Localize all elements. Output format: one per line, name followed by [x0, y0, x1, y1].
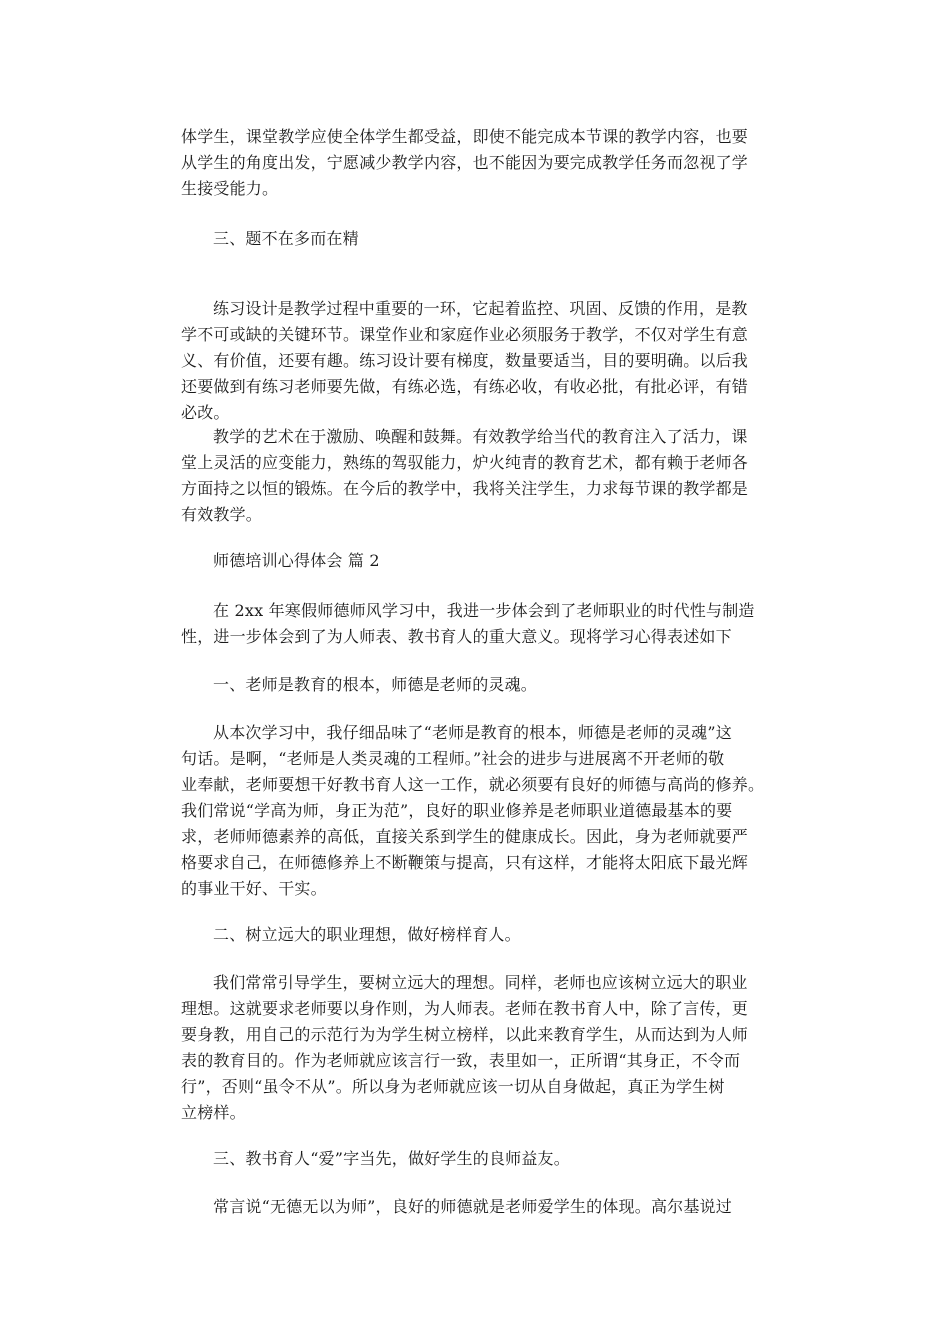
text-line: 教学的艺术在于激励、唤醒和鼓舞。有效教学给当代的教育注入了活力，课 — [213, 427, 748, 446]
text-line: 常言说“无德无以为师”，良好的师德就是老师爱学生的体现。高尔基说过 — [213, 1197, 732, 1216]
paragraph-love — [181, 1194, 781, 1220]
text-line: 体学生，课堂教学应使全体学生都受益，即使不能完成本节课的教学内容，也要 — [181, 127, 749, 146]
text-line: 有效教学。 — [181, 505, 263, 524]
text-line: 的事业干好、干实。 — [181, 879, 327, 898]
paragraph-ideal — [181, 970, 781, 1126]
section-heading-2 — [181, 922, 813, 948]
section-heading-1 — [181, 672, 813, 698]
text-line: 性，进一步体会到了为人师表、教书育人的重大意义。现将学习心得表述如下 — [181, 627, 732, 646]
text-line: 格要求自己，在师德修养上不断鞭策与提高，只有这样，才能将太阳底下最光辉 — [181, 853, 749, 872]
text-line: 堂上灵活的应变能力，熟练的驾驭能力，炉火纯青的教育艺术，都有赖于老师各 — [181, 453, 749, 472]
text-line: 我们常说“学高为师，身正为范”，良好的职业修养是老师职业道德最基本的要 — [181, 801, 733, 820]
section-heading-3b — [181, 1146, 813, 1172]
text-line: 生接受能力。 — [181, 179, 279, 198]
text-line: 我们常常引导学生，要树立远大的理想。同样，老师也应该树立远大的职业 — [213, 973, 748, 992]
text-line: 理想。这就要求老师要以身作则，为人师表。老师在教书育人中，除了言传，更 — [181, 999, 749, 1018]
text-line: 业奉献，老师要想干好教书育人这一工作，就必须要有良好的师德与高尚的修养。 — [181, 775, 765, 794]
paragraph-art — [181, 424, 781, 528]
text-line: 从学生的角度出发，宁愿减少教学内容，也不能因为要完成教学任务而忽视了学 — [181, 153, 749, 172]
text-line: 行”，否则“虽令不从”。所以身为老师就应该一切从自身做起，真正为学生树 — [181, 1077, 725, 1096]
text-line: 三、题不在多而在精 — [213, 229, 359, 248]
text-line: 二、树立远大的职业理想，做好榜样育人。 — [213, 925, 521, 944]
text-line: 从本次学习中，我仔细品味了“老师是教育的根本，师德是老师的灵魂”这 — [213, 723, 732, 742]
text-line: 方面持之以恒的锻炼。在今后的教学中，我将关注学生，力求每节课的教学都是 — [181, 479, 749, 498]
text-line: 立榜样。 — [181, 1103, 246, 1122]
paragraph-continuation — [181, 124, 781, 202]
section-heading-3 — [181, 226, 813, 252]
paragraph-practice — [181, 296, 781, 426]
text-line: 练习设计是教学过程中重要的一环，它起着监控、巩固、反馈的作用，是教 — [213, 299, 748, 318]
text-line: 表的教育目的。作为老师就应该言行一致，表里如一，正所谓“其身正，不令而 — [181, 1051, 741, 1070]
text-line: 师德培训心得体会 篇 2 — [213, 551, 380, 570]
text-line: 在 2xx 年寒假师德师风学习中，我进一步体会到了老师职业的时代性与制造 — [213, 601, 755, 620]
text-line: 要身教，用自己的示范行为为学生树立榜样，以此来教育学生，从而达到为人师 — [181, 1025, 749, 1044]
text-line: 三、教书育人“爱”字当先，做好学生的良师益友。 — [213, 1149, 570, 1168]
text-line: 学不可或缺的关键环节。课堂作业和家庭作业必须服务于教学，不仅对学生有意 — [181, 325, 749, 344]
text-line: 句话。是啊，“老师是人类灵魂的工程师。”社会的进步与进展离不开老师的敬 — [181, 749, 725, 768]
text-line: 义、有价值，还要有趣。练习设计要有梯度，数量要适当，目的要明确。以后我 — [181, 351, 749, 370]
paragraph-intro — [181, 598, 781, 650]
article-title-2 — [181, 548, 813, 574]
text-line: 还要做到有练习老师要先做，有练必选，有练必收，有收必批，有批必评，有错 — [181, 377, 749, 396]
text-line: 求，老师师德素养的高低，直接关系到学生的健康成长。因此，身为老师就要严 — [181, 827, 749, 846]
paragraph-root — [181, 720, 781, 902]
text-line: 必改。 — [181, 403, 230, 422]
text-line: 一、老师是教育的根本，师德是老师的灵魂。 — [213, 675, 538, 694]
